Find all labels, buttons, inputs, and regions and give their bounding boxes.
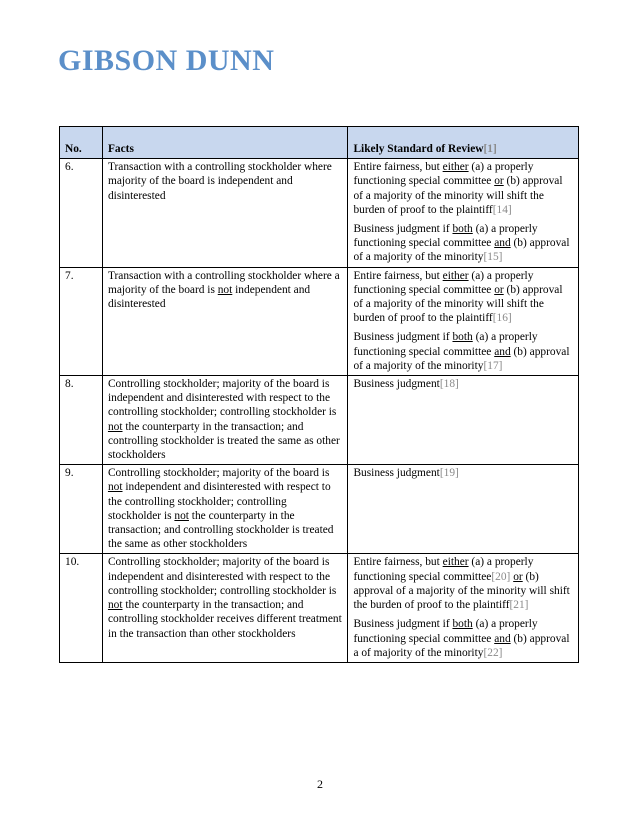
text-run: Entire fairness, but — [353, 161, 443, 174]
footnote-link[interactable]: [15] — [483, 251, 503, 264]
underlined-text: and — [494, 237, 511, 250]
underlined-text: both — [452, 223, 473, 236]
header-no: No. — [60, 127, 103, 159]
footnote-link[interactable]: [20] — [491, 570, 511, 583]
header-standard-label: Likely Standard of Review — [353, 143, 484, 155]
text-run: Transaction with a controlling stockholder where majority of the board is independent and disinterested — [107, 161, 332, 202]
underlined-text: not — [107, 599, 123, 612]
text-run: Controlling stockholder; majority of the board is — [107, 467, 330, 480]
footnote-link[interactable]: [19] — [439, 467, 459, 480]
underlined-text: either — [442, 161, 469, 174]
standard-paragraph — [353, 617, 573, 660]
standard-cell — [348, 554, 579, 662]
text-run: Controlling stockholder; majority of the board is independent and disinterested with respect to the controlling stockholder; controlling stockholder is — [107, 378, 337, 419]
text-run: the counterparty in the transaction; and controlling stockholder receives different treatment in the transaction than other stockholders — [107, 599, 342, 640]
text-run: Transaction with a controlling stockholder where a majority of the board is — [107, 269, 340, 296]
underlined-text: and — [494, 345, 511, 358]
underlined-text: not — [107, 481, 123, 494]
text-run: Business judgment if — [353, 331, 453, 344]
text-run: (a) a properly functioning special committee — [353, 331, 538, 358]
row-number: 7. — [60, 267, 103, 375]
text-run: (a) a properly functioning special committee — [353, 269, 534, 296]
text-run: (b) approval of a majority of the minority will shift the burden of proof to the plaintiff — [353, 283, 563, 325]
text-run: the counterparty in the transaction; and controlling stockholder is treated the same as other stockholders — [107, 420, 340, 462]
footnote-link[interactable]: [14] — [492, 203, 512, 216]
table-body — [60, 159, 579, 663]
underlined-text: or — [494, 175, 504, 188]
footnote-link[interactable]: [21] — [509, 599, 529, 612]
underlined-text: either — [442, 556, 469, 569]
underlined-text: not — [107, 420, 123, 433]
text-run: Business judgment — [353, 378, 440, 391]
underlined-text: or — [494, 283, 504, 296]
text-run: (b) approval a of majority of the minority — [353, 632, 570, 659]
footnote-link[interactable]: [1] — [483, 143, 497, 155]
underlined-text: not — [217, 283, 233, 296]
underlined-text: either — [442, 269, 469, 282]
footnote-link[interactable]: [18] — [439, 378, 459, 391]
standard-cell — [348, 376, 579, 465]
standard-cell — [348, 159, 579, 267]
footnote-link[interactable]: [22] — [483, 646, 503, 659]
footnote-link[interactable]: [16] — [492, 312, 512, 325]
underlined-text: or — [513, 570, 523, 583]
text-run: (a) a properly functioning special committee — [353, 223, 538, 250]
facts-cell — [102, 159, 347, 267]
standard-paragraph — [353, 377, 573, 391]
facts-cell — [102, 376, 347, 465]
facts-cell — [102, 267, 347, 375]
underlined-text: not — [174, 509, 189, 522]
table-row — [60, 376, 579, 465]
footnote-link[interactable]: [17] — [483, 359, 503, 372]
text-run: (a) a properly functioning special committee — [353, 618, 538, 645]
header-facts: Facts — [102, 127, 347, 159]
text-run: Entire fairness, but — [353, 556, 443, 569]
row-number: 6. — [60, 159, 103, 267]
text-run: (b) approval of a majority of the minority — [353, 345, 570, 372]
text-run: (b) approval of a majority of the minority will shift the burden of proof to the plaintiff — [353, 175, 563, 216]
text-run: Business judgment if — [353, 223, 453, 236]
page-number: 2 — [317, 777, 323, 791]
table-header-row — [60, 127, 579, 159]
standard-paragraph — [353, 466, 573, 480]
standard-paragraph — [353, 269, 573, 326]
text-run: (a) a properly functioning special committee — [353, 161, 534, 188]
facts-cell — [102, 554, 347, 662]
standard-cell — [348, 465, 579, 554]
table-row — [60, 465, 579, 554]
underlined-text: both — [452, 618, 473, 631]
table-row — [60, 554, 579, 662]
firm-logo: GIBSON DUNN — [58, 44, 275, 77]
standard-paragraph — [353, 160, 573, 217]
row-number: 10. — [60, 554, 103, 662]
underlined-text: both — [452, 331, 473, 344]
row-number: 8. — [60, 376, 103, 465]
header-standard — [348, 127, 579, 159]
text-run: (b) approval of a majority of the minority will shift the burden of proof to the plaintiff — [353, 570, 570, 612]
text-run: Controlling stockholder; majority of the board is independent and disinterested with respect to the controlling stockholder; controlling stockholder is — [107, 556, 337, 597]
text-run: (a) a properly functioning special committee — [353, 556, 534, 583]
text-run: Business judgment if — [353, 618, 453, 631]
table-row — [60, 267, 579, 375]
standard-paragraph — [353, 330, 573, 373]
text-run: independent and disinterested — [107, 283, 311, 311]
standards-table — [59, 126, 579, 663]
text-run: Entire fairness, but — [353, 269, 443, 282]
standard-paragraph — [353, 222, 573, 265]
standard-cell — [348, 267, 579, 375]
text-run: independent and disinterested with respect to the controlling stockholder; controlling stockholder is — [107, 481, 331, 522]
standard-paragraph — [353, 555, 573, 612]
text-run: Business judgment — [353, 467, 440, 480]
underlined-text: and — [494, 632, 511, 645]
row-number: 9. — [60, 465, 103, 554]
text-run: (b) approval of a majority of the minority — [353, 237, 570, 264]
text-run: the counterparty in the transaction; and controlling stockholder is treated the same as other stockholders — [107, 509, 334, 551]
facts-cell — [102, 465, 347, 554]
table-row — [60, 159, 579, 267]
